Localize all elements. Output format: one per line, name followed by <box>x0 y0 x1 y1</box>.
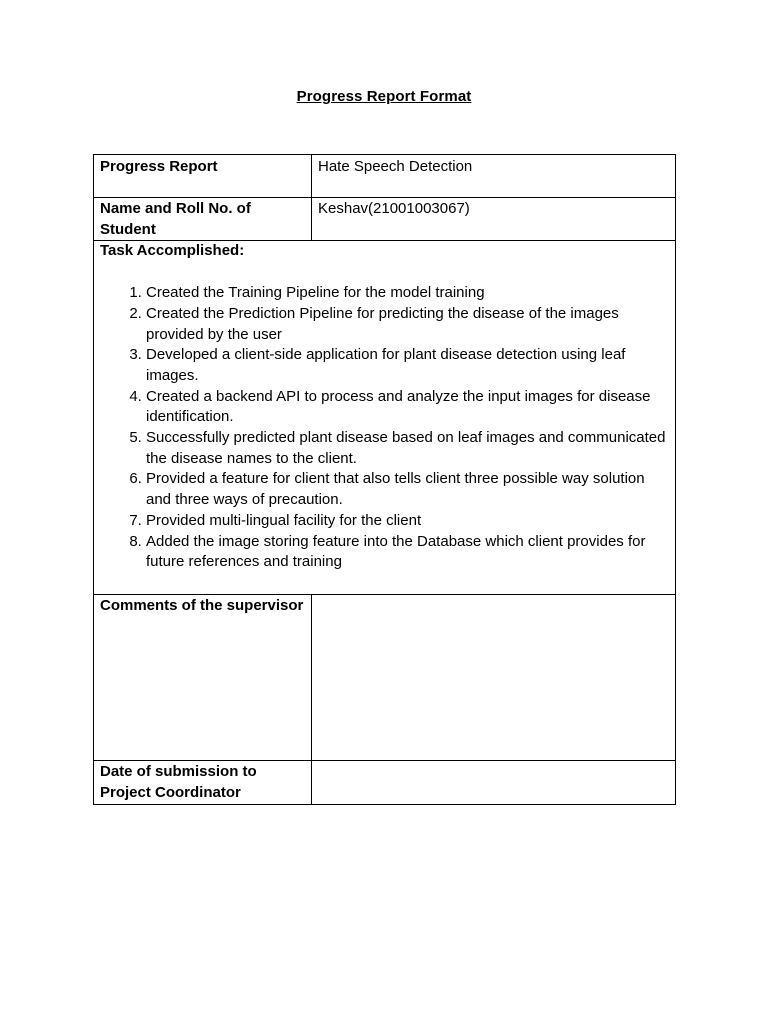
task-item: 5. Successfully predicted plant disease based on leaf images and communicated the disease names to the client. <box>146 428 669 469</box>
tasks-label: Task Accomplished: <box>100 242 245 260</box>
task-item: 7. Provided multi-lingual facility for the client <box>146 511 669 532</box>
submission-row <box>94 761 676 804</box>
task-item: 8. Added the image storing feature into the Database which client provides for future references and training <box>146 532 669 573</box>
submission-value <box>312 761 676 804</box>
comments-row <box>94 595 676 761</box>
task-item: 3. Developed a client-side application for plant disease detection using leaf images. <box>146 345 669 386</box>
comments-value <box>312 595 676 761</box>
student-row <box>94 198 676 241</box>
project-row <box>94 155 676 198</box>
project-value: Hate Speech Detection <box>312 155 676 198</box>
task-item: 4. Created a backend API to process and analyze the input images for disease identification. <box>146 387 669 428</box>
tasks-cell <box>94 241 676 595</box>
task-list <box>100 283 669 573</box>
comments-label: Comments of the supervisor <box>94 595 312 761</box>
task-item: 1. Created the Training Pipeline for the model training <box>146 283 669 304</box>
document-title: Progress Report Format <box>296 88 472 105</box>
student-label: Name and Roll No. of Student <box>94 198 312 241</box>
progress-report-table <box>93 154 676 805</box>
task-item: 6. Provided a feature for client that also tells client three possible way solution and three ways of precaution. <box>146 469 669 510</box>
submission-label: Date of submission to Project Coordinator <box>94 761 312 804</box>
project-label: Progress Report <box>94 155 312 198</box>
tasks-row <box>94 241 676 595</box>
student-value: Keshav(21001003067) <box>312 198 676 241</box>
task-item: 2. Created the Prediction Pipeline for predicting the disease of the images provided by the user <box>146 304 669 345</box>
